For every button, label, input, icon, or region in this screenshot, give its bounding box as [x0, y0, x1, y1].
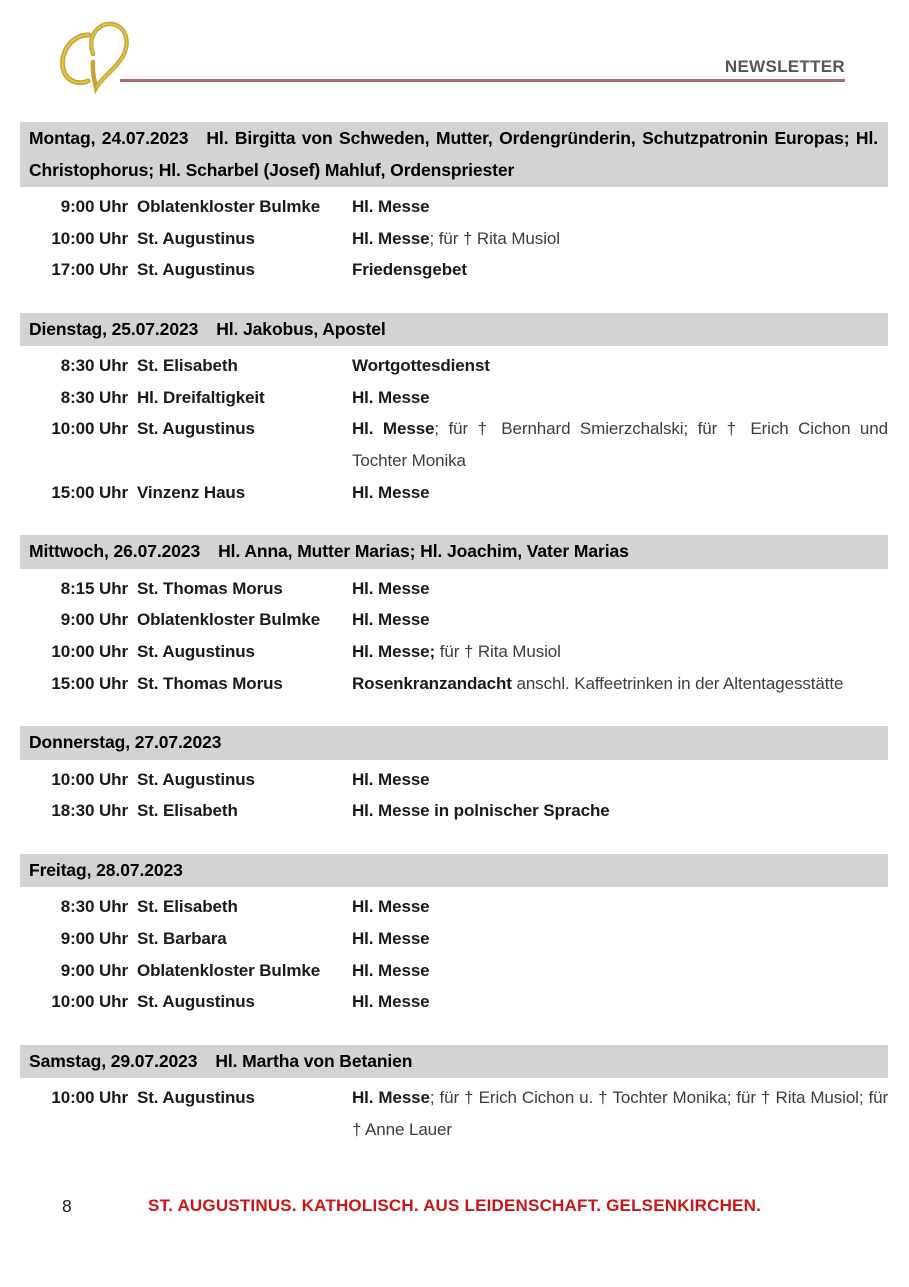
row-time: 10:00 Uhr: [51, 419, 128, 439]
row-description: [352, 923, 888, 955]
page-header: [0, 0, 909, 95]
row-event: Hl. Messe: [352, 610, 430, 630]
row-time: 8:30 Uhr: [60, 897, 128, 917]
day-section-dienstag: [20, 313, 888, 508]
schedule-row: [20, 223, 888, 255]
row-time: 17:00 Uhr: [51, 260, 128, 280]
row-description: [352, 413, 888, 476]
row-location: St. Barbara: [137, 928, 227, 948]
day-header: [20, 1045, 888, 1079]
row-location: St. Augustinus: [137, 992, 255, 1012]
row-detail: für † Rita Musiol: [435, 641, 561, 661]
schedule-row: [20, 573, 888, 605]
row-event: Hl. Messe: [352, 482, 430, 502]
row-description: [352, 668, 888, 700]
row-time: 9:00 Uhr: [60, 928, 128, 948]
day-feast: Hl. Anna, Mutter Marias; Hl. Joachim, Vater Marias: [218, 541, 629, 562]
schedule-row: [20, 795, 888, 827]
day-rows: [20, 1078, 888, 1145]
row-description: [352, 254, 888, 286]
schedule-row: [20, 604, 888, 636]
row-time: 15:00 Uhr: [51, 482, 128, 502]
day-header: [20, 854, 888, 888]
day-date: Mittwoch, 26.07.2023: [29, 541, 201, 562]
row-description: [352, 764, 888, 796]
row-location: Vinzenz Haus: [137, 482, 246, 502]
row-time: 10:00 Uhr: [51, 992, 128, 1012]
day-section-donnerstag: [20, 726, 888, 827]
row-description: [352, 223, 888, 255]
day-date: Freitag, 28.07.2023: [29, 859, 183, 880]
day-rows: [20, 569, 888, 699]
footer-slogan: ST. AUGUSTINUS. KATHOLISCH. AUS LEIDENSCHAFT. GELSENKIRCHEN.: [147, 1196, 761, 1215]
day-section-montag: [20, 122, 888, 286]
day-feast: Hl. Jakobus, Apostel: [216, 318, 386, 339]
page-number: 8: [62, 1196, 72, 1216]
row-time: 8:30 Uhr: [60, 387, 128, 407]
schedule-row: [20, 636, 888, 668]
day-rows: [20, 346, 888, 508]
row-location: St. Thomas Morus: [137, 673, 283, 693]
row-event: Hl. Messe: [352, 387, 430, 407]
schedule-row: [20, 413, 888, 476]
day-section-samstag: [20, 1045, 888, 1146]
row-detail: anschl. Kaffeetrinken in der Altentagesstätte: [511, 673, 844, 693]
row-event: Hl. Messe: [352, 992, 430, 1012]
day-date: Montag, 24.07.2023: [29, 128, 189, 148]
day-section-mittwoch: [20, 535, 888, 699]
row-event: Hl. Messe: [352, 960, 430, 980]
row-location: Oblatenkloster Bulmke: [137, 197, 321, 216]
row-location: St. Augustinus: [137, 419, 255, 439]
row-location: St. Augustinus: [137, 228, 255, 248]
row-description: [352, 891, 888, 923]
row-location: St. Augustinus: [137, 260, 255, 280]
row-location: St. Elisabeth: [137, 801, 238, 821]
day-feast: Hl. Martha von Betanien: [215, 1050, 413, 1071]
mass-schedule: [20, 122, 888, 1145]
schedule-row: [20, 668, 888, 700]
row-description: [352, 350, 888, 382]
row-location: Oblatenkloster Bulmke: [137, 610, 321, 630]
row-event: Friedensgebet: [352, 260, 467, 280]
day-header: [20, 313, 888, 347]
day-rows: [20, 187, 888, 286]
heart-logo-icon: [52, 14, 132, 98]
row-time: 10:00 Uhr: [51, 1088, 128, 1108]
row-location: St. Augustinus: [137, 641, 255, 661]
row-event: Hl. Messe: [352, 1088, 430, 1108]
row-event: Rosenkranzandacht: [352, 673, 512, 693]
row-detail: ; für † Bernhard Smierzchalski; für † Erich Cichon und Tochter Monika: [352, 419, 888, 471]
day-rows: [20, 760, 888, 827]
schedule-row: [20, 891, 888, 923]
row-event: Hl. Messe: [352, 419, 435, 439]
row-event: Hl. Messe: [352, 228, 430, 248]
row-location: St. Augustinus: [137, 1088, 255, 1108]
newsletter-label: NEWSLETTER: [724, 57, 845, 76]
row-time: 10:00 Uhr: [51, 228, 128, 248]
row-detail: ; für † Erich Cichon u. † Tochter Monika; für † Rita Musiol; für † Anne Lauer: [352, 1088, 888, 1139]
row-time: 10:00 Uhr: [51, 641, 128, 661]
row-event: Hl. Messe: [352, 769, 430, 789]
row-time: 9:00 Uhr: [60, 960, 128, 980]
day-feast: Hl. Birgitta von Schweden, Mutter, Ordengründerin, Schutzpatronin Europas; Hl. Christophorus; Hl. Scharbel (Josef) Mahluf, Ordenspriester: [29, 128, 878, 180]
day-rows: [20, 887, 888, 1017]
row-location: St. Thomas Morus: [137, 578, 283, 598]
schedule-row: [20, 477, 888, 509]
row-location: St. Elisabeth: [137, 897, 238, 917]
schedule-row: [20, 986, 888, 1018]
schedule-row: [20, 764, 888, 796]
schedule-row: [20, 955, 888, 987]
day-header: [20, 122, 888, 187]
schedule-row: [20, 923, 888, 955]
row-time: 8:30 Uhr: [60, 356, 128, 376]
row-time: 10:00 Uhr: [51, 769, 128, 789]
row-event: Hl. Messe: [352, 578, 430, 598]
row-location: Hl. Dreifaltigkeit: [137, 387, 265, 407]
row-event: Hl. Messe;: [352, 641, 436, 661]
row-detail: ; für † Rita Musiol: [429, 228, 560, 248]
day-date: Donnerstag, 27.07.2023: [29, 732, 222, 753]
schedule-row: [20, 191, 888, 223]
row-description: [352, 1082, 888, 1145]
row-description: [352, 986, 888, 1018]
row-time: 9:00 Uhr: [60, 197, 128, 216]
day-header: [20, 535, 888, 569]
row-event: Hl. Messe in polnischer Sprache: [352, 801, 610, 821]
page-footer: [0, 1196, 909, 1226]
row-description: [352, 382, 888, 414]
row-time: 18:30 Uhr: [51, 801, 128, 821]
row-time: 9:00 Uhr: [60, 610, 128, 630]
row-event: Wortgottesdienst: [352, 356, 490, 376]
schedule-row: [20, 1082, 888, 1145]
row-description: [352, 955, 888, 987]
row-time: 15:00 Uhr: [51, 673, 128, 693]
schedule-row: [20, 254, 888, 286]
row-description: [352, 573, 888, 605]
row-description: [352, 477, 888, 509]
row-description: [352, 604, 888, 636]
day-date: Samstag, 29.07.2023: [29, 1050, 198, 1071]
day-header: [20, 726, 888, 760]
row-event: Hl. Messe: [352, 197, 430, 216]
header-rule: [120, 79, 845, 82]
row-event: Hl. Messe: [352, 928, 430, 948]
day-date: Dienstag, 25.07.2023: [29, 318, 199, 339]
schedule-row: [20, 382, 888, 414]
row-location: Oblatenkloster Bulmke: [137, 960, 321, 980]
schedule-row: [20, 350, 888, 382]
row-description: [352, 191, 888, 223]
row-time: 8:15 Uhr: [60, 578, 128, 598]
row-description: [352, 636, 888, 668]
row-location: St. Elisabeth: [137, 356, 238, 376]
row-event: Hl. Messe: [352, 897, 430, 917]
day-section-freitag: [20, 854, 888, 1018]
row-description: [352, 795, 888, 827]
row-location: St. Augustinus: [137, 769, 255, 789]
